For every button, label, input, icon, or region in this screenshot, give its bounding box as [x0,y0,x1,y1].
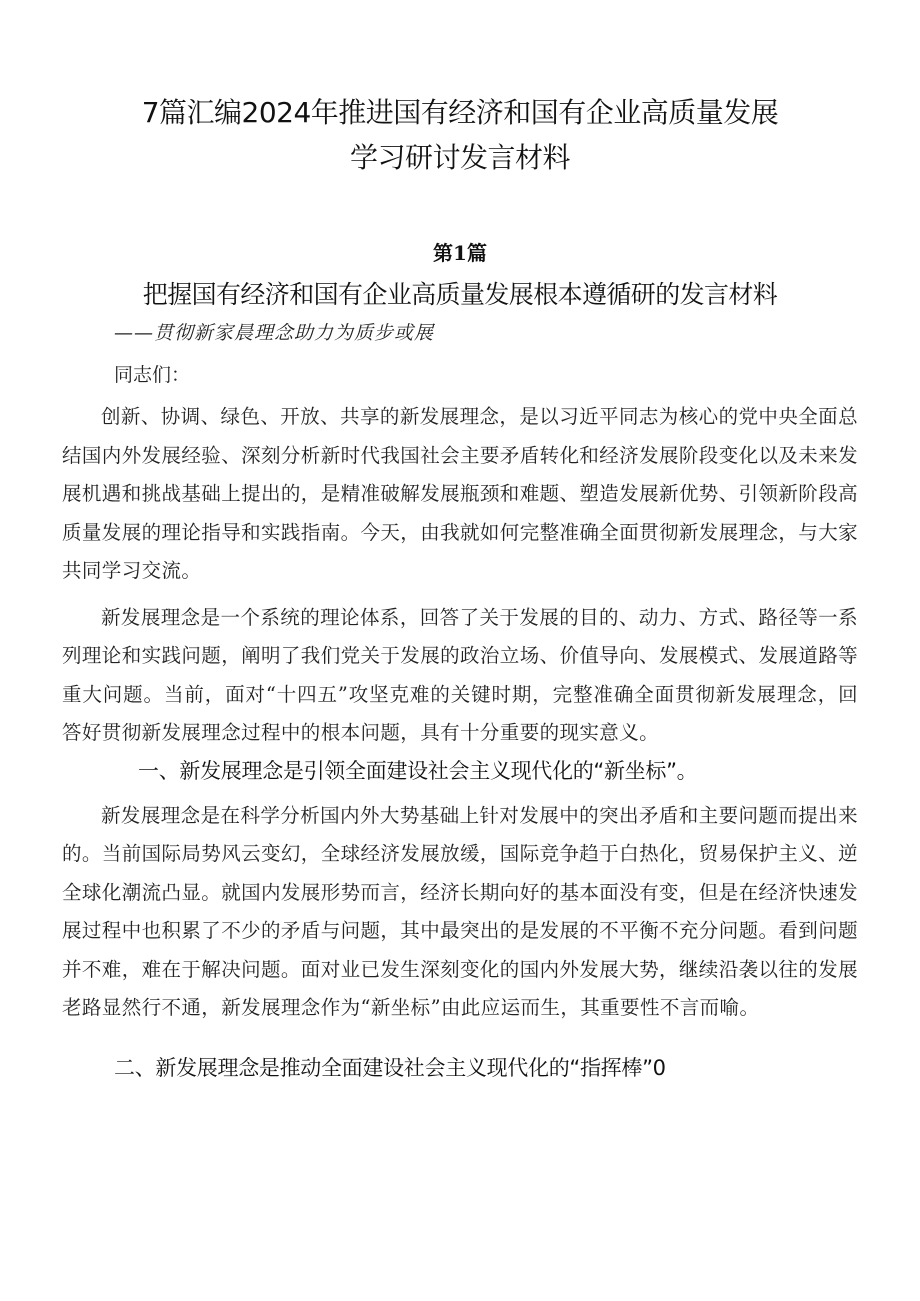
document-title-line-1: 7篇汇编2024年推进国有经济和国有企业高质量发展 [141,96,779,129]
body-paragraph-1: 创新、协调、绿色、开放、共享的新发展理念，是以习近平同志为核心的党中央全面总结国内外发展经验、深刻分析新时代我国社会主要矛盾转化和经济发展阶段变化以及未来发展机遇和挑战基础上提出的，是精准破解发展瓶颈和难题、塑造发展新优势、引领新阶段高质量发展的理论指导和实践指南。今天，由我就如何完整准确全面贯彻新发展理念，与大家共同学习交流。 [62,405,859,582]
document-title-line-2: 学习研讨发言材料 [349,141,570,174]
section-1-paragraph: 新发展理念是在科学分析国内外大势基础上针对发展中的突出矛盾和主要问题而提出来的。当前国际局势风云变幻，全球经济发展放缓，国际竞争趋于白热化，贸易保护主义、逆全球化潮流凸显。就国内发展形势而言，经济长期向好的基本面没有变，但是在经济快速发展过程中也积累了不少的矛盾与问题，其中最突出的是发展的不平衡不充分问题。看到问题并不难，难在于解决问题。面对业已发生深刻变化的国内外发展大势，继续沿袭以往的发展老路显然行不通，新发展理念作为“新坐标”由此应运而生，其重要性不言而喻。 [62,803,859,1019]
section-heading-2: 二、新发展理念是推动全面建设社会主义现代化的“指挥棒”0 [114,1055,666,1080]
body-paragraph-2: 新发展理念是一个系统的理论体系，回答了关于发展的目的、动力、方式、路径等一系列理论和实践问题，阐明了我们党关于发展的政治立场、价值导向、发展模式、发展道路等重大问题。当前，面对“十四五”攻坚克难的关键时期，完整准确全面贯彻新发展理念，回答好贯彻新发展理念过程中的根本问题，具有十分重要的现实意义。 [62,605,859,744]
salutation: 同志们： [114,364,191,386]
section-heading-1: 一、新发展理念是引领全面建设社会主义现代化的“新坐标”。 [138,758,698,783]
part-label: 第1篇 [433,241,487,265]
document-title [62,90,858,180]
part-subtitle: ——贯彻新家晨理念助力为质步或展 [114,322,435,344]
part-title: 把握国有经济和国有企业高质量发展根本遵循研的发言材料 [142,280,778,309]
